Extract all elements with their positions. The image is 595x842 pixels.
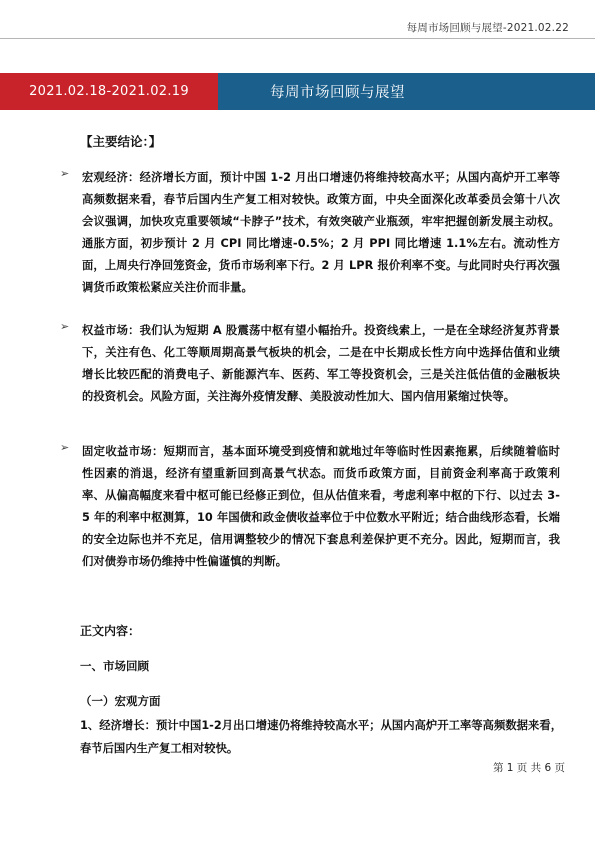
conclusion-text: 固定收益市场：短期而言，基本面环境受到疫情和就地过年等临时性因素拖累，后续随着临时性因素的消退，经济有望重新回到高景气状态。而货币政策方面，目前资金利率高于政策利率、从偏高幅度来看中枢可能已经修正到位，但从估值来看，考虑利率中枢的下行、以过去 3-5 年的利率中枢测算，10 年国债和政金债收益率位于中位数水平附近；结合曲线形态看，长端的安全边际也并不充足，信用调整较少的情况下套息利差保护更不充分。因此，短期而言，我们对债券市场仍维持中性偏谨慎的判断。 — [82, 445, 560, 568]
conclusion-item-fixed-income — [60, 441, 560, 573]
bullet-arrow-icon: ➢ — [60, 320, 70, 333]
running-title: 每周市场回顾与展望-2021.02.22 — [406, 22, 569, 34]
bullet-arrow-icon: ➢ — [60, 441, 70, 454]
title-banner — [0, 73, 595, 110]
page-header — [0, 0, 595, 39]
body-main-title: 正文内容： — [80, 624, 141, 638]
conclusion-item-equity — [60, 320, 560, 408]
conclusions-title: 【主要结论：】 — [80, 134, 162, 149]
bullet-arrow-icon: ➢ — [60, 167, 70, 180]
section-heading-market-review: 一、市场回顾 — [80, 659, 149, 673]
body-paragraph: 1、经济增长：预计中国1-2月出口增速仍将维持较高水平；从国内高炉开工率等高频数据来看，春节后国内生产复工相对较快。 — [80, 719, 562, 755]
conclusion-text: 宏观经济：经济增长方面，预计中国 1-2 月出口增速仍将维持较高水平；从国内高炉开工率等高频数据来看，春节后国内生产复工相对较快。政策方面，中央全面深化改革委员会第十八次会议强调，加快攻克重要领域“卡脖子”技术，有效突破产业瓶颈，牢牢把握创新发展主动权。通胀方面，初步预计 2 月 CPI 同比增速-0.5%；2 月 PPI 同比增速 1.1%左右。流动性方面，上周央行净回笼资金，货币市场利率下行。2 月 LPR 报价利率不变。与此同时央行再次强调货币政策松紧应关注价而非量。 — [82, 171, 560, 294]
conclusion-text: 权益市场：我们认为短期 A 股震荡中枢有望小幅抬升。投资线索上，一是在全球经济复苏背景下，关注有色、化工等顺周期高景气板块的机会，二是在中长期成长性方向中选择估值和业绩增长比较匹配的消费电子、新能源汽车、医药、军工等投资机会，三是关注低估值的金融板块的投资机会。风险方面，关注海外疫情发酵、美股波动性加大、国内信用紧缩过快等。 — [82, 324, 560, 403]
subsection-heading-macro: （一）宏观方面 — [80, 694, 161, 708]
banner-title: 每周市场回顾与展望 — [218, 73, 595, 110]
page-number: 第 1 页 共 6 页 — [492, 762, 565, 774]
conclusion-item-macro — [60, 167, 560, 299]
banner-date-range: 2021.02.18-2021.02.19 — [0, 73, 218, 110]
